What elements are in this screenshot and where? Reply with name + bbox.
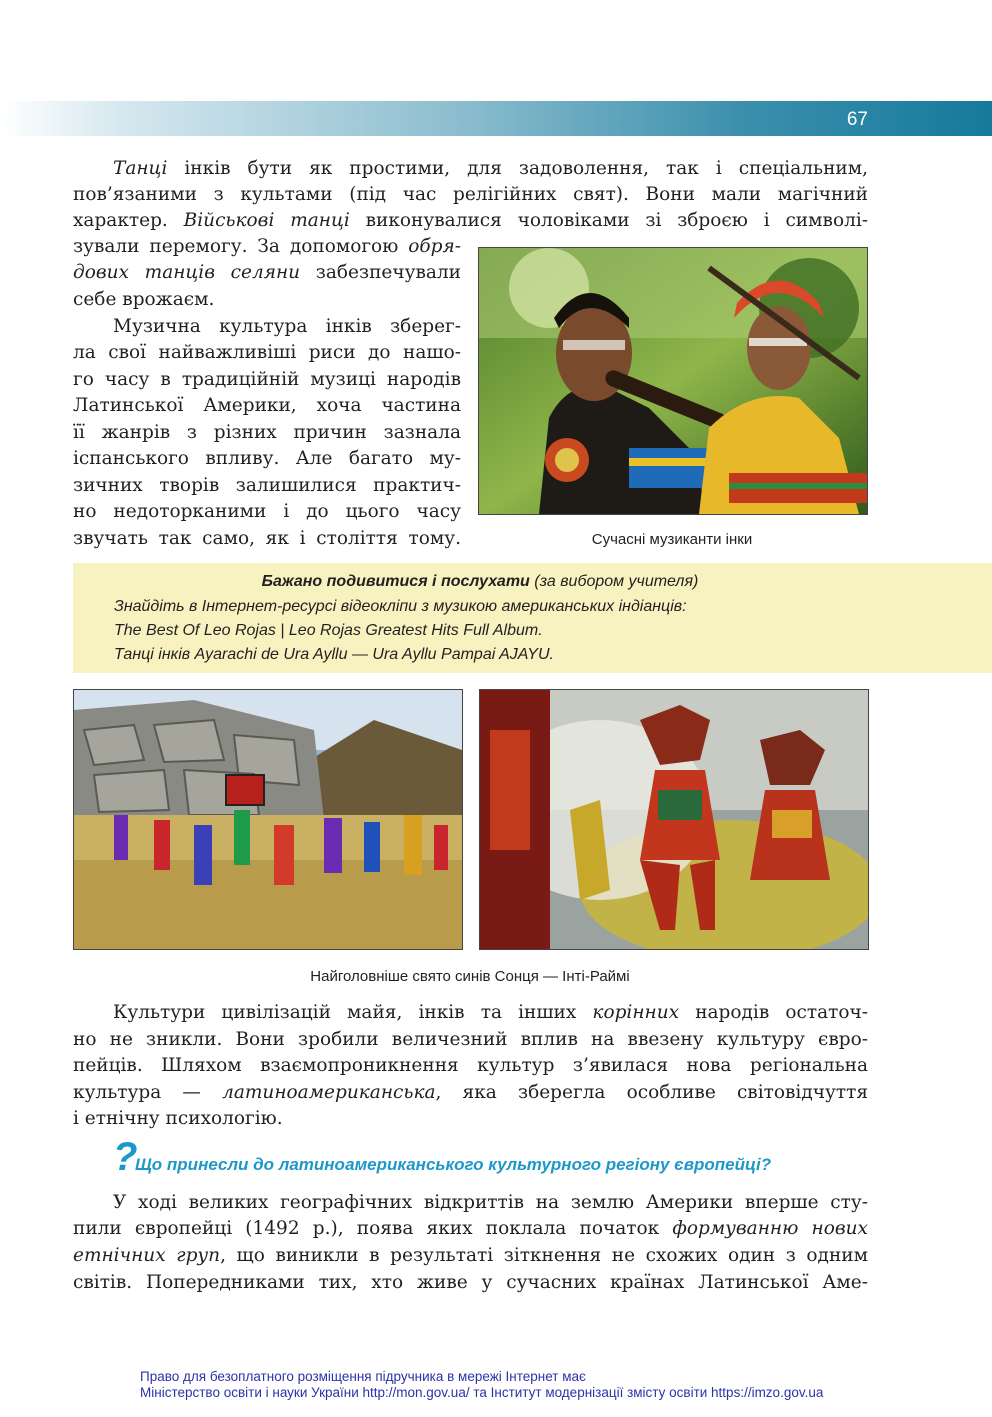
term-indigenous: корінних xyxy=(592,1002,680,1023)
text: культура — xyxy=(73,1082,223,1103)
paragraph1-line5 xyxy=(73,260,461,287)
photo-festival-dancers xyxy=(479,689,869,950)
paragraph1-line3 xyxy=(73,208,868,235)
paragraph1-line1 xyxy=(73,156,868,183)
text: характер. xyxy=(73,210,184,231)
text: зували перемогу. За допомогою xyxy=(73,236,409,257)
paragraph4-line2 xyxy=(73,1216,868,1243)
caption-musicians: Сучасні музиканти інки xyxy=(591,531,753,548)
term-dances: Танці xyxy=(113,158,168,179)
photo-festival-field xyxy=(73,689,463,950)
box-line: Знайдіть в Інтернет-ресурсі відеокліпи з музикою американських індіанців: xyxy=(114,598,687,615)
paragraph2-line: Музична культура інків зберег- xyxy=(113,316,461,337)
term-ritual-dances: дових танців селяни xyxy=(73,262,301,283)
box-title-bold: Бажано подивитися і послухати xyxy=(261,573,530,590)
box-line: Танці інків Ayarachi de Ura Ayllu — Ura Ayllu Pampai AJAYU. xyxy=(114,646,554,663)
term-ethnic-groups: етнічних груп xyxy=(73,1245,221,1266)
paragraph3-line3: пейців. Шляхом взаємопроникнення культур з’явилася нова регіональна xyxy=(73,1055,868,1076)
term-formation: формуванню нових xyxy=(672,1218,868,1239)
paragraph2-line: но недоторканими і до цього часу xyxy=(73,501,461,522)
footer-line2: Міністерство освіти і науки України http://mon.gov.ua/ та Інститут модернізації змісту освіти https://imzo.gov.ua xyxy=(140,1385,824,1400)
paragraph3-line1 xyxy=(73,1000,868,1027)
paragraph2-line: звучать так само, як і століття тому. xyxy=(73,528,461,549)
term-military-dances: Військові танці xyxy=(183,210,350,231)
photo-musicians xyxy=(478,247,868,515)
paragraph3-line5: і етнічну психологію. xyxy=(73,1108,283,1129)
page-number: 67 xyxy=(846,109,868,130)
paragraph1-line6: себе врожаєм. xyxy=(73,289,215,310)
paragraph3-line4 xyxy=(73,1080,868,1107)
box-title xyxy=(73,573,887,591)
text: пили європейці (1492 р.), поява яких поклала початок xyxy=(73,1218,673,1239)
text: , що виникли в результаті зіткнення не схожих один з одним xyxy=(220,1245,868,1266)
footer-line1: Право для безоплатного розміщення підручника в мережі Інтернет має xyxy=(140,1369,586,1384)
caption-festival: Найголовніше свято синів Сонця — Інті-Раймі xyxy=(310,968,630,985)
paragraph1-line4 xyxy=(73,234,461,261)
paragraph1-line2: пов’язаними з культами (під час релігійних свят). Вони мали магічний xyxy=(73,184,868,205)
paragraph4-line4: світів. Попередниками тих, хто живе у сучасних країнах Латинської Аме- xyxy=(73,1272,868,1293)
paragraph2-line: Латинської Америки, хоча частина xyxy=(73,395,461,416)
paragraph2-line: іспанського впливу. Але багато му- xyxy=(73,448,461,469)
paragraph4-line1 xyxy=(73,1190,868,1217)
question-text: Що принесли до латиноамериканського культурного регіону європейці? xyxy=(135,1155,772,1174)
text: , яка зберегла особливе світовідчуття xyxy=(435,1082,868,1103)
paragraph2-line: ла свої найважливіші риси до нашо- xyxy=(73,342,461,363)
term-ritual: обря- xyxy=(408,236,461,257)
recommendation-box xyxy=(73,563,992,673)
paragraph3-line2: но не зникли. Вони зробили величезний вплив на ввезену культуру євро- xyxy=(73,1029,868,1050)
question-mark-icon: ? xyxy=(113,1135,138,1179)
box-line: The Best Of Leo Rojas | Leo Rojas Greatest Hits Full Album. xyxy=(114,622,543,639)
text: виконувалися чоловіками зі зброєю і символі- xyxy=(349,210,869,231)
text: народів остаточ- xyxy=(679,1002,868,1023)
text: У ході великих географічних відкриттів на землю Америки вперше сту- xyxy=(113,1192,868,1213)
paragraph2-line: її жанрів з різних причин зазнала xyxy=(73,422,461,443)
paragraph4-line3 xyxy=(73,1243,868,1270)
box-title-rest: (за вибором учителя) xyxy=(529,573,699,590)
paragraph2-line: го часу в традиційній музиці народів xyxy=(73,369,461,390)
term-latin-american: латиноамериканська xyxy=(222,1082,436,1103)
text: забезпечували xyxy=(300,262,461,283)
header-band xyxy=(0,101,992,136)
text: інків бути як простими, для задоволення, так і спеціальним, xyxy=(167,158,868,179)
text: Культури цивілізацій майя, інків та інших xyxy=(113,1002,593,1023)
paragraph2-line: зичних творів залишилися практич- xyxy=(73,475,461,496)
